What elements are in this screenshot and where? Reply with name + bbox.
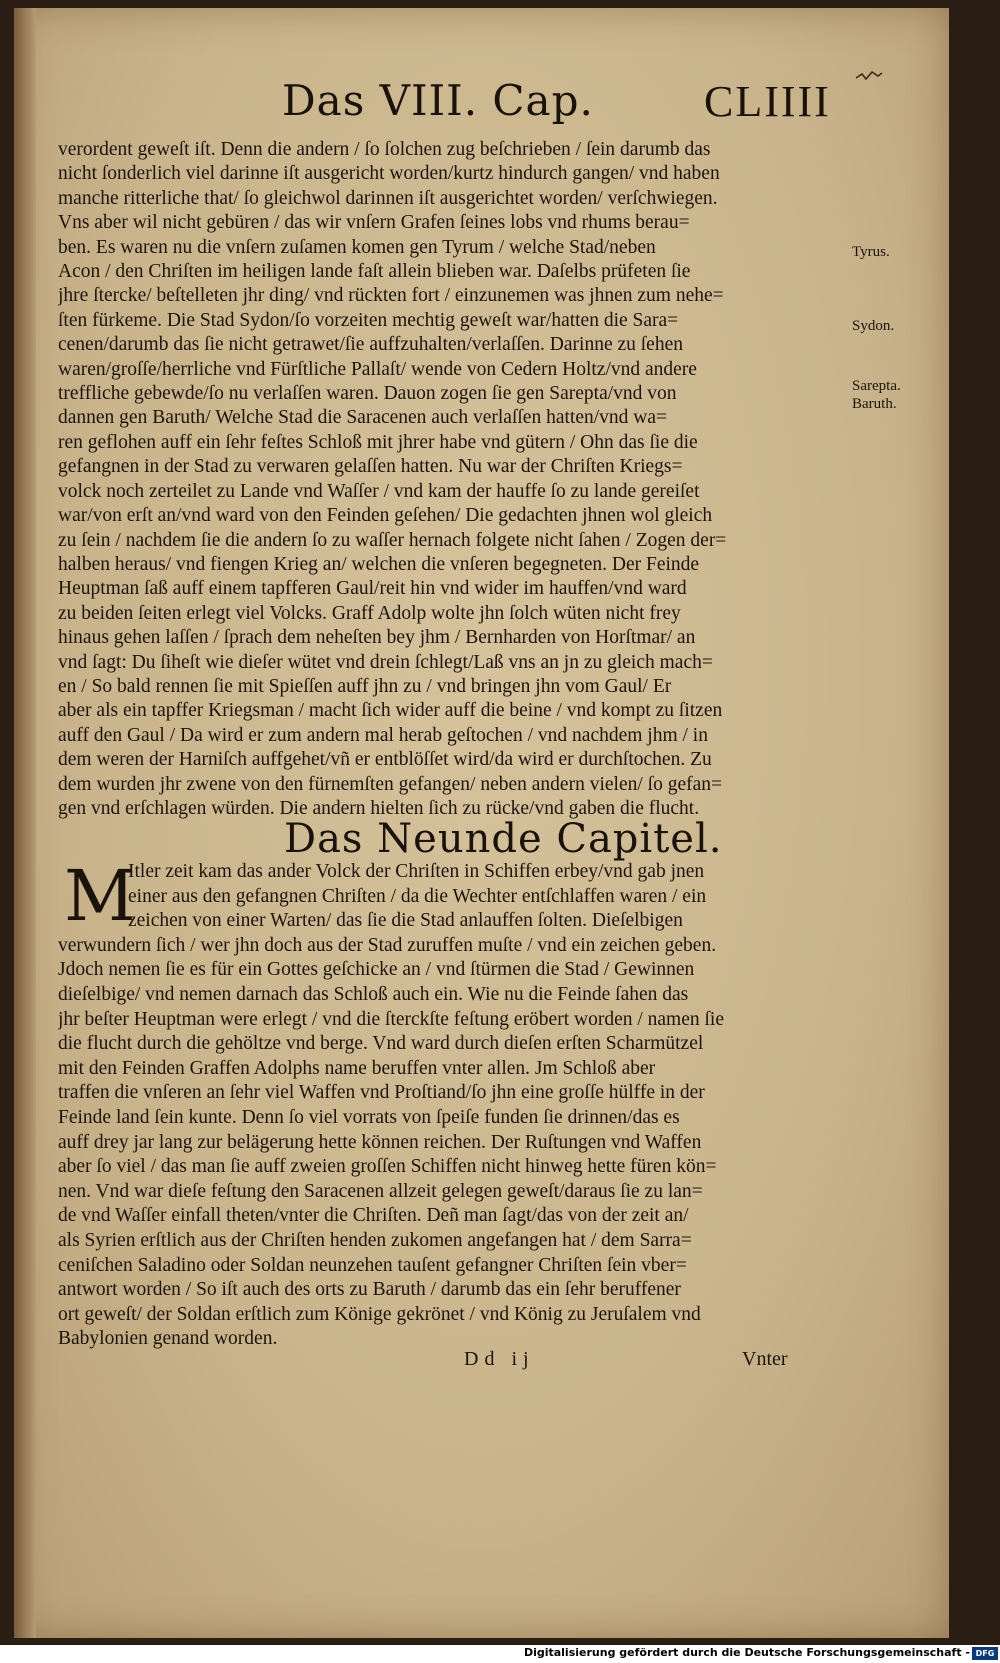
text-line: die flucht durch die gehöltze vnd berge. Vnd ward durch dieſen erſten Scharmützel: [58, 1033, 704, 1055]
text-line: nicht ſonderlich viel darinne iſt ausgericht worden/kurtz hindurch gangen/ vnd haben: [58, 163, 720, 185]
page-gutter: [14, 8, 36, 1638]
text-line: volck noch zerteilet zu Lande vnd Waſſer / vnd kam der hauffe ſo zu lande gereiſet: [58, 480, 700, 502]
decorated-initial: M: [64, 855, 136, 937]
text-line: ren geflohen auff ein ſehr feſtes Schloß mit jhrer habe vnd gütern / Ohn das ſie die: [58, 431, 698, 453]
folio-number: CLIIII: [704, 77, 831, 126]
text-line: en / So bald rennen ſie mit Spieſſen auff jhn zu / vnd bringen jhn vom Gaul/ Er: [58, 675, 672, 697]
digitization-footer: [0, 1645, 1000, 1663]
running-head: [14, 76, 949, 132]
text-line: war/von erſt an/vnd ward von den Feinden geſehen/ Die gedachten jhnen wol gleich: [58, 505, 713, 527]
text-line: vnd ſagt: Du ſiheſt wie dieſer wütet vnd drein ſchlegt/Laß vns an jn zu gleich mach=: [58, 651, 713, 673]
text-line: traffen die vnſeren an ſehr viel Waffen vnd Proſtiand/ſo jhn eine groſſe hülffe in der: [58, 1082, 705, 1104]
margin-note-sarepta: Sarepta.: [852, 378, 901, 394]
text-line: cenen/darumb das ſie nicht getrawet/ſie auffzuhalten/verlaſſen. Darinne zu ſehen: [58, 334, 683, 356]
text-line: gefangnen in der Stad zu verwaren gelaſſen hatten. Nu war der Chriſten Kriegs=: [58, 456, 683, 478]
footer-credit: Digitalisierung gefördert durch die Deutsche Forschungsgemeinschaft -: [523, 1646, 970, 1659]
text-line: dannen gen Baruth/ Welche Stad die Saracenen auch verlaſſen hatten/vnd wa=: [58, 407, 668, 429]
text-line: gen vnd erſchlagen würden. Die andern hielten ſich zu rücke/vnd gaben die flucht.: [58, 797, 700, 819]
text-line: Heuptman ſaß auff einem tapfferen Gaul/reit hin vnd wider im hauffen/vnd ward: [58, 578, 687, 600]
text-line: auff den Gaul / Da wird er zum andern mal herab geſtochen / vnd nachdem jhm / in: [58, 724, 708, 746]
text-line: zeichen von einer Warten/ das ſie die Stad anlauffen ſolten. Dieſelbigen: [128, 910, 683, 932]
text-line: ben. Es waren nu die vnſern zuſamen komen gen Tyrum / welche Stad/neben: [58, 236, 656, 258]
signature-mark: Dd ij: [464, 1348, 535, 1370]
text-line: als Syrien erſtlich aus der Chriſten henden zukomen angefangen hat / dem Sarra=: [58, 1229, 692, 1251]
book-page: [14, 8, 949, 1638]
margin-note-baruth: Baruth.: [852, 396, 897, 412]
text-line: hinaus gehen laſſen / ſprach dem neheſten bey jhm / Bernharden von Horſtmar/ an: [58, 627, 696, 649]
dfg-logo-icon: DFG: [972, 1647, 998, 1660]
chapter-running-title: Das VIII. Cap.: [282, 76, 594, 125]
text-line: treffliche gebewde/ſo nu verlaſſen waren. Dauon zogen ſie gen Sarepta/vnd von: [58, 383, 677, 405]
text-line: Babylonien genand worden.: [58, 1328, 278, 1350]
text-line: dieſelbige/ vnd nemen darnach das Schloß auch ein. Wie nu die Feinde ſahen das: [58, 983, 689, 1005]
text-line: zu beiden ſeiten erlegt viel Volcks. Graff Adolp wolte jhn ſolch wüten nicht frey: [58, 602, 681, 624]
body-text: [58, 138, 848, 821]
text-line: waren/groſſe/herrliche vnd Fürſtliche Pallaſt/ wende von Cedern Holtz/vnd andere: [58, 358, 697, 380]
text-line: aber als ein tapffer Kriegsman / macht ſich wider auff die beine / vnd kompt zu ſitzen: [58, 700, 723, 722]
text-line: zu ſein / nachdem ſie die andern ſo zu waſſer hernach folgete nicht ſahen / Zogen der=: [58, 529, 727, 551]
text-line: verwundern ſich / wer jhn doch aus der Stad zuruffen muſte / vnd ein zeichen geben.: [58, 934, 717, 956]
text-line: verordent geweſt iſt. Denn die andern / ſo ſolchen zug beſchrieben / ſein darumb das: [58, 139, 711, 160]
margin-note-sydon: Sydon.: [852, 318, 895, 334]
text-line: Acon / den Chriſten im heiligen lande faſt allein blieben war. Daſelbs prüfeten ſie: [58, 261, 691, 283]
text-line: ort geweſt/ der Soldan erſtlich zum Könige gekrönet / vnd König zu Jeruſalem vnd: [58, 1303, 701, 1325]
text-line: jhre ſtercke/ beſtelleten jhr ding/ vnd rückten fort / einzunemen was jhnen zum nehe=: [58, 285, 724, 307]
text-line: nen. Vnd war dieſe feſtung den Saracenen allzeit gelegen geweſt/daraus ſie zu lan=: [58, 1180, 703, 1202]
text-line: Feinde land ſein kunte. Denn ſo viel vorrats von ſpeiſe funden ſie drinnen/das es: [58, 1106, 680, 1128]
text-line: de vnd Waſſer einfall theten/vnter die Chriſten. Deñ man ſagt/das von der zeit an/: [58, 1205, 689, 1227]
text-line: halben heraus/ vnd fiengen Krieg an/ welchen die vnſeren begegneten. Der Feinde: [58, 553, 700, 575]
text-line: Jdoch nemen ſie es für ein Gottes geſchicke an / vnd ſtürmen die Stad / Gewinnen: [58, 959, 695, 981]
text-line: mit den Feinden Graffen Adolphs name beruffen vnter allen. Jm Schloß aber: [58, 1057, 656, 1079]
text-line: Vns aber wil nicht gebüren / das wir vnſern Grafen ſeines lobs vnd rhums berau=: [58, 212, 690, 234]
chapter-text: [58, 855, 848, 1352]
text-line: einer aus den gefangnen Chriſten / da die Wechter entſchlaffen waren / ein: [128, 885, 707, 907]
chapter-heading: Das Neunde Capitel.: [284, 816, 723, 862]
text-line: dem weren der Harniſch auffgehet/vñ er entblöſſet wird/da wird er durchſtochen. Zu: [58, 749, 712, 771]
text-line: antwort worden / So iſt auch des orts zu Baruth / darumb das ein ſehr beruffener: [58, 1279, 681, 1301]
text-line: ſten fürkeme. Die Stad Sydon/ſo vorzeiten mechtig geweſt war/hatten die Sara=: [58, 309, 679, 331]
text-line: aber ſo viel / das man ſie auff zweien groſſen Schiffen nicht hinweg hette füren kön=: [58, 1156, 717, 1178]
text-line: manche ritterliche that/ ſo gleichwol darinnen iſt ausgerichtet worden/ verſchwiegen.: [58, 187, 718, 209]
text-line: dem wurden jhr zwene von den fürnemſten gefangen/ neben andern vielen/ ſo gefan=: [58, 773, 722, 795]
text-line: jhr beſter Heuptman were erlegt / vnd die ſterckſte feſtung eröbert worden / namen ſie: [58, 1008, 724, 1030]
catchword: Vnter: [742, 1348, 788, 1370]
margin-note-tyrus: Tyrus.: [852, 244, 890, 260]
text-line: Itler zeit kam das ander Volck der Chriſten in Schiffen erbey/vnd gab jnen: [128, 861, 705, 882]
text-line: ceniſchen Saladino oder Soldan neunzehen tauſent gefangner Chriſten ſein vber=: [58, 1254, 687, 1276]
text-line: auff drey jar lang zur belägerung hette können reichen. Der Ruſtungen vnd Waffen: [58, 1131, 702, 1153]
